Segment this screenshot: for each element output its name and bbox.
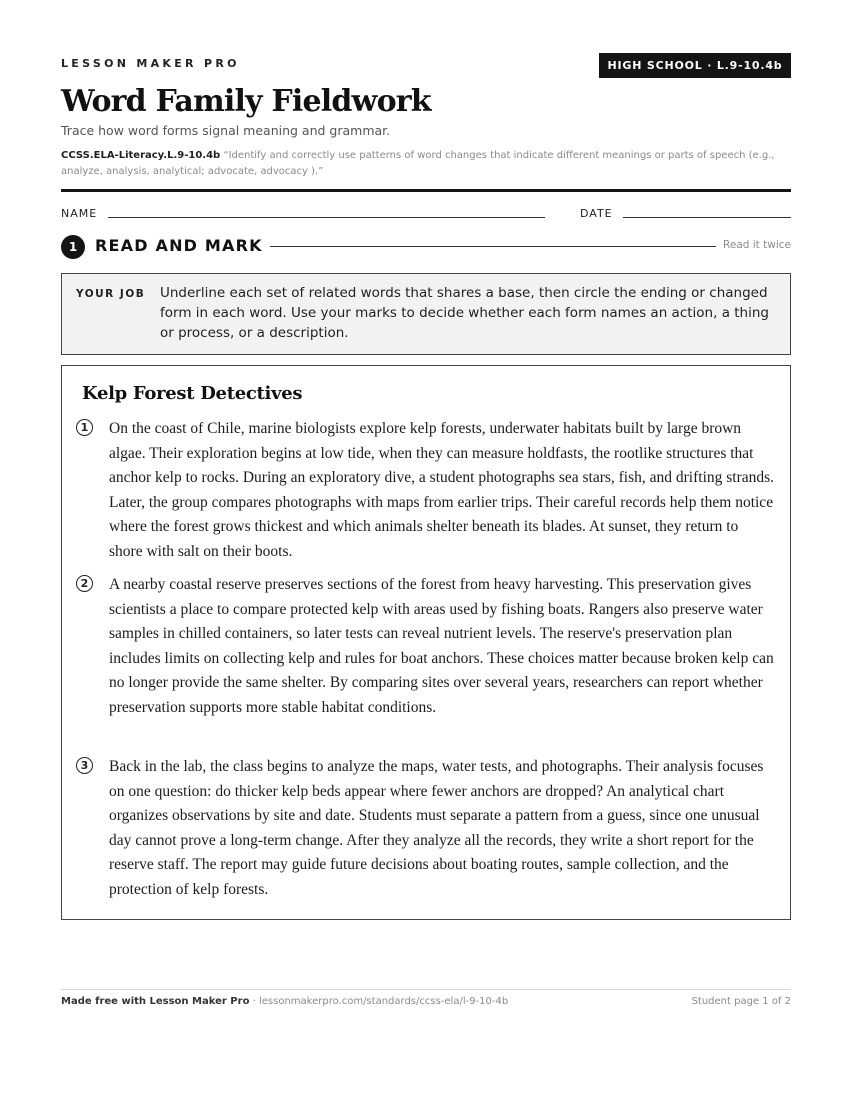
- name-field[interactable]: [108, 217, 545, 218]
- passage-title: Kelp Forest Detectives: [82, 383, 303, 404]
- standard-code: CCSS.ELA-Literacy.L.9-10.4b: [61, 150, 221, 161]
- paragraph-text: A nearby coastal reserve preserves sections of the forest from heavy harvesting. This preservation gives scientists a place to compare protected kelp with areas used by fishing boats. Rangers also preserve water samples in chilled containers, so later tests can reveal nutrient levels. The reserve's preservation plan includes limits on collecting kelp and rules for boat anchors. These choices matter because broken kelp can no longer provide the same shelter. By comparing sites over several years, researchers can report whether preservation supports more stable habitat conditions.: [109, 576, 774, 716]
- paragraph-number: 3: [76, 757, 93, 774]
- instructions-text: Underline each set of related words that shares a base, then circle the ending or changed form in each word. Use your marks to decide whether each form names an action, a thing or process, or a description.: [160, 285, 769, 341]
- footer-link[interactable]: · lessonmakerpro.com/standards/ccss-ela/l-9-10-4b: [249, 996, 509, 1007]
- footer-credit: [61, 996, 508, 1007]
- paragraph-number: 1: [76, 419, 93, 436]
- section-title: READ AND MARK: [95, 236, 263, 255]
- date-field[interactable]: [623, 217, 791, 218]
- page-title: Word Family Fieldwork: [61, 84, 431, 119]
- standard-description: [61, 148, 791, 179]
- header-divider: [61, 189, 791, 192]
- grade-standard-badge: HIGH SCHOOL · L.9-10.4b: [599, 53, 791, 78]
- footer-divider: [61, 989, 791, 990]
- paragraph-number: 2: [76, 575, 93, 592]
- page-number: Student page 1 of 2: [691, 996, 791, 1007]
- brand-name: LESSON MAKER PRO: [61, 57, 240, 70]
- instructions-box: [61, 273, 791, 355]
- section-note: Read it twice: [723, 239, 791, 251]
- paragraph-text: On the coast of Chile, marine biologists explore kelp forests, underwater habitats built by large brown algae. Their exploration begins at low tide, when they can measure holdfasts, the rootlike structures that anchor kelp to rocks. During an exploratory dive, a student photographs sea stars, fish, and drifting strands. Later, the group compares photographs with maps from earlier trips. Their careful records help them notice where the forest grows thickest and which animals shelter beneath its blades. At sunset, they return to shore with salt on their boots.: [109, 420, 775, 560]
- instructions-label: YOUR JOB: [76, 288, 146, 300]
- page-subtitle: Trace how word forms signal meaning and grammar.: [61, 123, 391, 138]
- name-label: NAME: [61, 207, 98, 220]
- reading-passage: [61, 365, 791, 920]
- date-label: DATE: [580, 207, 613, 220]
- footer-made-by: Made free with Lesson Maker Pro: [61, 996, 250, 1007]
- section-number-badge: 1: [61, 235, 85, 259]
- standard-text: “Identify and correctly use patterns of word changes that indicate different meanings or parts of speech (e.g., analyze, analysis, analytical; advocate, advocacy ).”: [61, 150, 775, 177]
- paragraph-text: Back in the lab, the class begins to analyze the maps, water tests, and photographs. Their analysis focuses on one question: do thicker kelp beds appear where fewer anchors are dropped? An analytical chart organizes observations by site and date. Students must separate a pattern from a guess, since one unusual day cannot prove a long-term change. After they analyze all the records, they write a short report for the reserve staff. The report may guide future decisions about boating routes, sample collection, and the protection of kelp forests.: [109, 758, 764, 898]
- section-rule: [270, 246, 716, 247]
